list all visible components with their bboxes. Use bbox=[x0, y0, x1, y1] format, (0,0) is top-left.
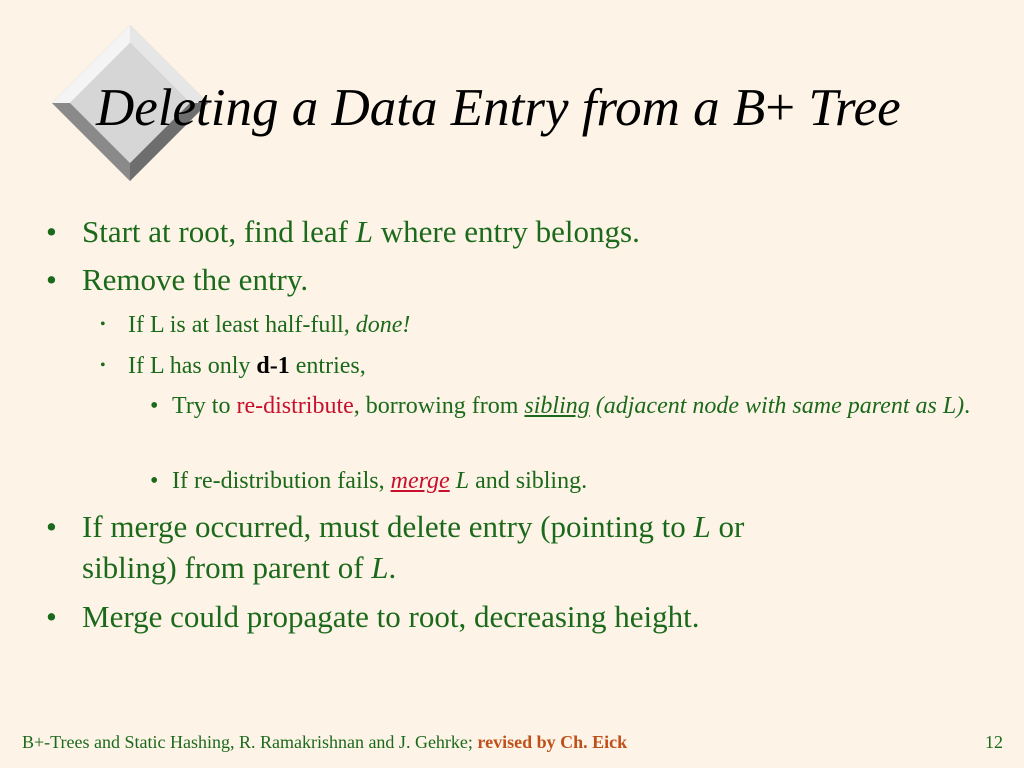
bullet-dot: • bbox=[100, 357, 106, 374]
footer-revised: revised by Ch. Eick bbox=[477, 732, 628, 752]
bullet-dot: • bbox=[46, 599, 57, 634]
bullet-dot: • bbox=[100, 316, 106, 333]
page-number: 12 bbox=[985, 732, 1003, 752]
slide-title: Deleting a Data Entry from a B+ Tree bbox=[96, 79, 901, 137]
bullet-dot: • bbox=[46, 509, 57, 544]
bullet-dot: • bbox=[46, 214, 57, 249]
slide-body: • Start at root, find leaf L where entry belongs. • Remove the entry. • If L is at least half-full, done! • If L has only d-1 entries, • Try to re-distribute, borrowing from sibling (adjacent node with same parent as L). • If re-distribution fails, merge L and sibling. • If merge occurred, must delete entry (pointing to L or sibling) from parent of L. • Merge could propagate to root, decreasing height. bbox=[0, 0, 1024, 700]
footer-citation: B+-Trees and Static Hashing, R. Ramakrishnan and J. Gehrke; revised by Ch. Eick bbox=[22, 732, 628, 752]
bullet-dot: • bbox=[46, 262, 57, 297]
bullet-dot: • bbox=[150, 468, 159, 494]
bullet-dot: • bbox=[150, 393, 159, 419]
